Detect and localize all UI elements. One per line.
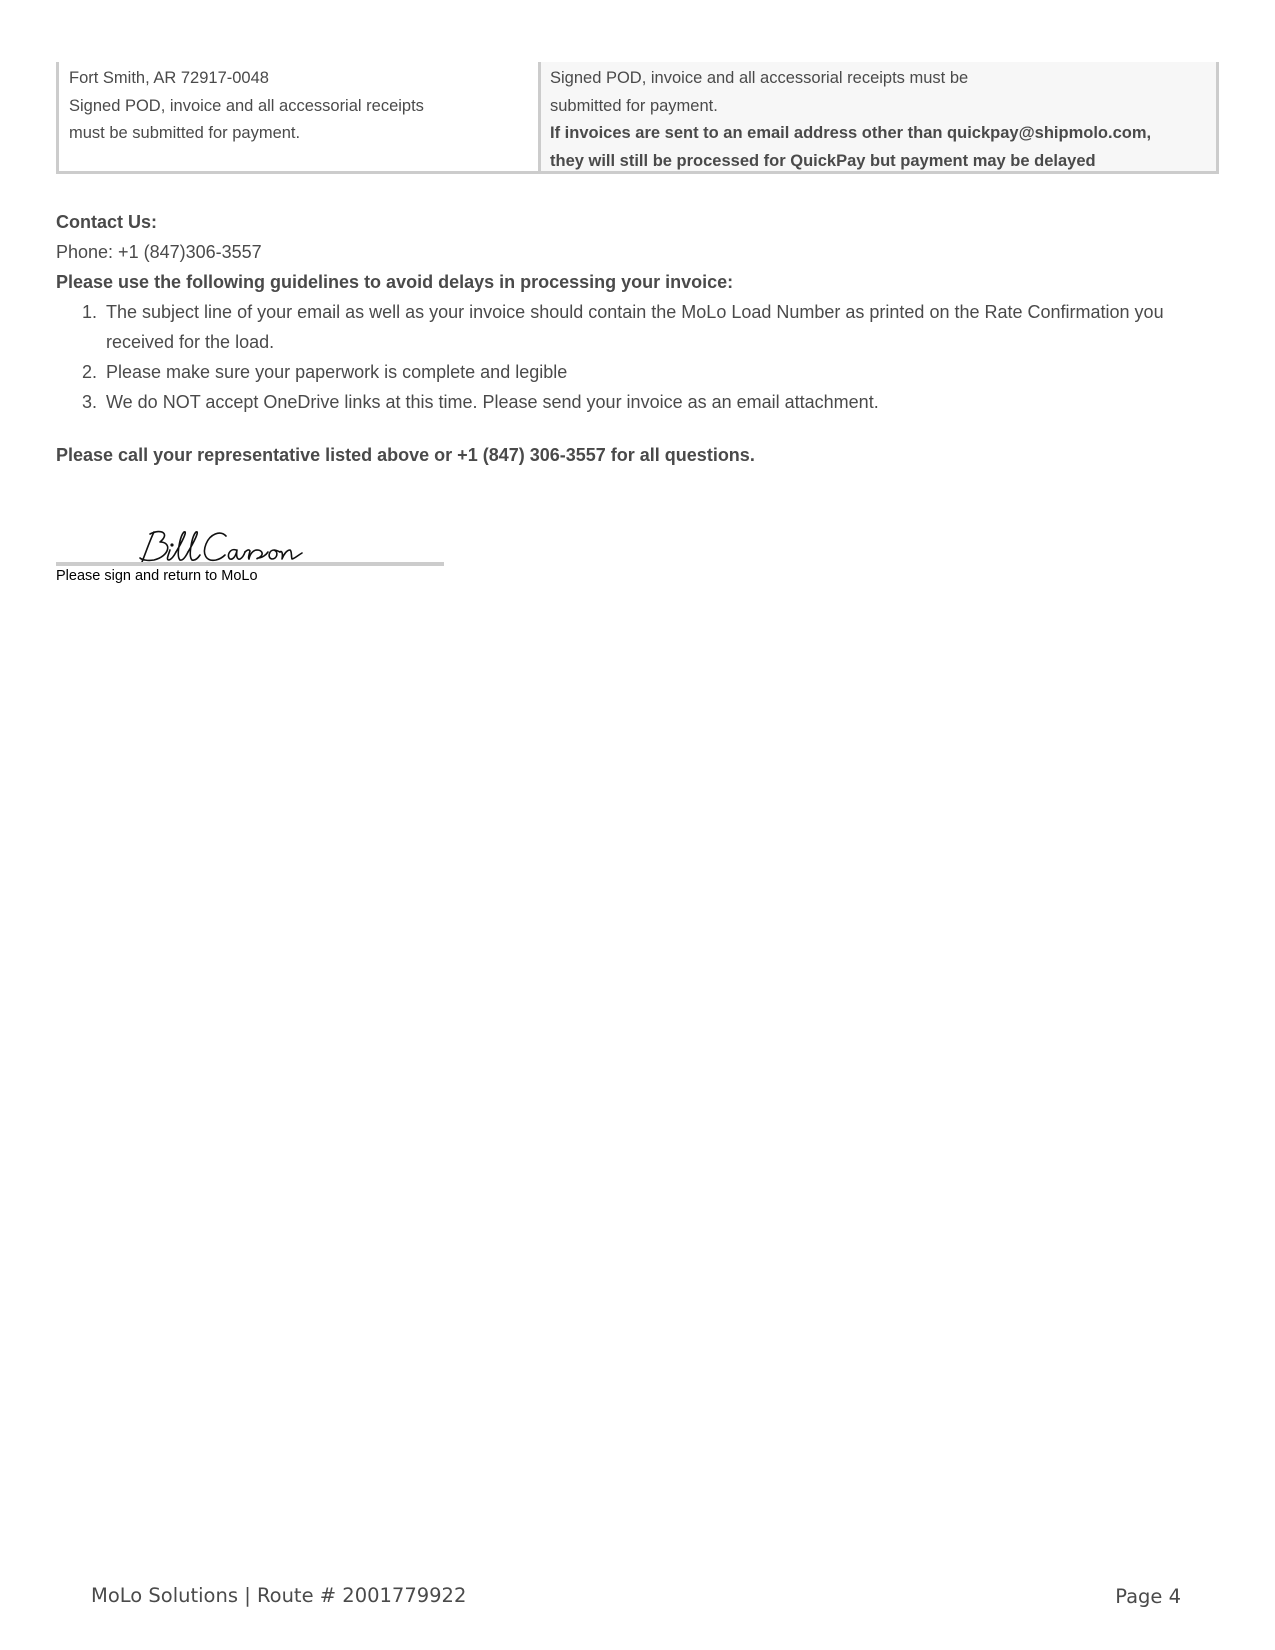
signature-line (56, 562, 444, 566)
guidelines-heading: Please use the following guidelines to avoid delays in processing your invoice: (56, 272, 734, 292)
guideline-item (82, 387, 1221, 417)
signature-label: Please sign and return to MoLo (56, 568, 258, 584)
signature-block (56, 520, 444, 590)
guidelines-list (56, 297, 1221, 417)
quickpay-warning-line: they will still be processed for QuickPay but payment may be delayed (550, 151, 1096, 170)
remit-to-cell (59, 62, 541, 171)
quickpay-instructions-line: submitted for payment. (550, 96, 718, 115)
contact-phone: Phone: +1 (847)306-3557 (56, 242, 262, 262)
quickpay-instructions-line: Signed POD, invoice and all accessorial receipts must be (550, 69, 969, 87)
guideline-text: The subject line of your email as well as your invoice should contain the MoLo Load Number as printed on the Rate Confirmation you received for the load. (106, 302, 1164, 352)
guideline-number: 3. (82, 392, 98, 412)
remit-address-line: Fort Smith, AR 72917-0048 (69, 69, 269, 87)
guideline-item (82, 297, 1221, 357)
guideline-item (82, 357, 1221, 387)
quickpay-warning-line: If invoices are sent to an email address other than quickpay@shipmolo.com, (550, 124, 1152, 142)
footer-route: MoLo Solutions | Route # 2001779922 (91, 1584, 467, 1607)
remit-instructions-line: Signed POD, invoice and all accessorial receipts (69, 96, 424, 115)
guideline-number: 1. (82, 302, 98, 322)
guideline-text: We do NOT accept OneDrive links at this time. Please send your invoice as an email attachment. (106, 392, 879, 412)
quickpay-cell (541, 62, 1216, 171)
invoice-instructions-table (56, 62, 1219, 174)
footer-page-number: Page 4 (1115, 1585, 1181, 1608)
remit-instructions-line: must be submitted for payment. (69, 124, 301, 142)
guideline-text: Please make sure your paperwork is complete and legible (106, 362, 568, 382)
questions-note: Please call your representative listed above or +1 (847) 306-3557 for all questions. (56, 445, 755, 465)
contact-heading: Contact Us: (56, 212, 158, 232)
guideline-number: 2. (82, 362, 98, 382)
contact-section (56, 207, 1221, 417)
